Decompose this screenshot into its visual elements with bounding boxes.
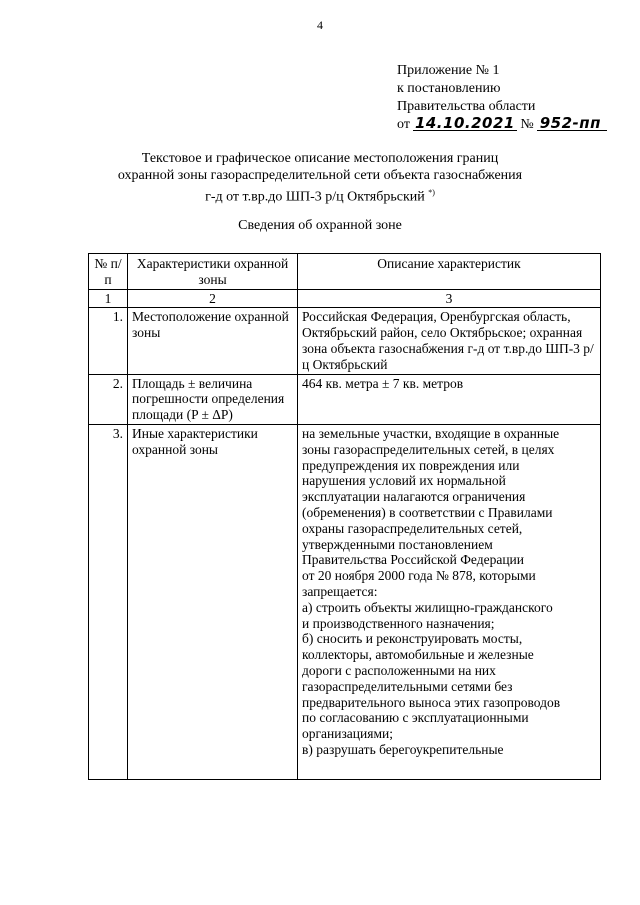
row-number: 1. [89,308,128,374]
row-description: 464 кв. метра ± 7 кв. метров [298,374,601,424]
document-title [60,150,580,206]
description-line: а) строить объекты жилищно-гражданского [302,599,553,615]
table-row [89,374,601,424]
description-line: Правительства Российской Федерации [302,552,524,568]
row-characteristic: Площадь ± величина погрешности определения площади (P ± ΔP) [128,374,298,424]
title-line2: охранной зоны газораспределительной сети объекта газоснабжения [117,168,523,183]
description-line: утвержденными постановлением [302,536,493,552]
table-row [89,308,601,374]
description-line: в) разрушать берегоукрепительные [302,741,504,757]
column-number-2: 2 [128,289,298,308]
row-description [298,424,601,779]
description-line: предварительного выноса этих газопроводов [302,694,561,710]
appendix-from-label: от [397,117,410,132]
description-line: б) сносить и реконструировать мосты, [302,631,523,647]
page-number: 4 [317,18,323,32]
title-footnote-mark: *) [428,188,435,197]
description-line: зоны газораспределительных сетей, в целях [302,441,555,457]
table-header-row [89,254,601,290]
description-line: на земельные участки, входящие в охранные [302,425,560,441]
description-line: охраны газораспределительных сетей, [302,520,523,536]
description-line: коллекторы, автомобильные и железные [302,647,534,663]
header-characteristic: Характеристики охранной зоны [128,254,298,290]
title-line3: г-д от т.вр.до ШП-3 р/ц Октябрьский [205,189,425,205]
column-number-1: 1 [89,289,128,308]
description-line: организациями; [302,726,393,742]
section-subtitle: Сведения об охранной зоне [238,218,402,233]
handwritten-number: 952-пп [537,116,607,131]
description-line: от 20 ноября 2000 года № 878, которыми [302,568,536,584]
description-line: нарушения условий их нормальной [302,473,506,489]
row-characteristic: Иные характеристики охранной зоны [128,424,298,779]
row-description: Российская Федерация, Оренбургская область, Октябрьский район, село Октябрьское; охранная зона объекта газоснабжения г-д от т.вр.до ШП-3 р/ц Октябрьский [298,308,601,374]
description-line: эксплуатации налагаются ограничения [302,489,526,505]
description-line: (обременения) в соответствии с Правилами [302,504,553,520]
row-characteristic: Местоположение охранной зоны [128,308,298,374]
table-row [89,424,601,779]
title-line3-wrap [60,184,580,206]
header-description: Описание характеристик [298,254,601,290]
zone-info-table [88,253,601,780]
row-number: 3. [89,424,128,779]
title-line1: Текстовое и графическое описание местоположения границ [141,151,499,166]
appendix-line3: Правительства области [397,99,536,114]
column-number-3: 3 [298,289,601,308]
description-line: и производственного назначения; [302,615,495,631]
row-number: 2. [89,374,128,424]
description-line: предупреждения их повреждения или [302,457,520,473]
handwritten-date: 14.10.2021 [414,114,515,132]
appendix-block [397,62,607,134]
description-line: газораспределительными сетями без [302,678,513,694]
description-line: по согласованию с эксплуатационными [302,710,529,726]
description-line: дороги с расположенными на них [302,662,496,678]
appendix-number-label: № [520,117,534,132]
header-num: № п/п [89,254,128,290]
appendix-date-row [397,116,607,134]
appendix-line1: Приложение № 1 [397,63,500,78]
column-number-row [89,289,601,308]
appendix-line2: к постановлению [397,81,501,96]
description-line: запрещается: [302,583,378,599]
